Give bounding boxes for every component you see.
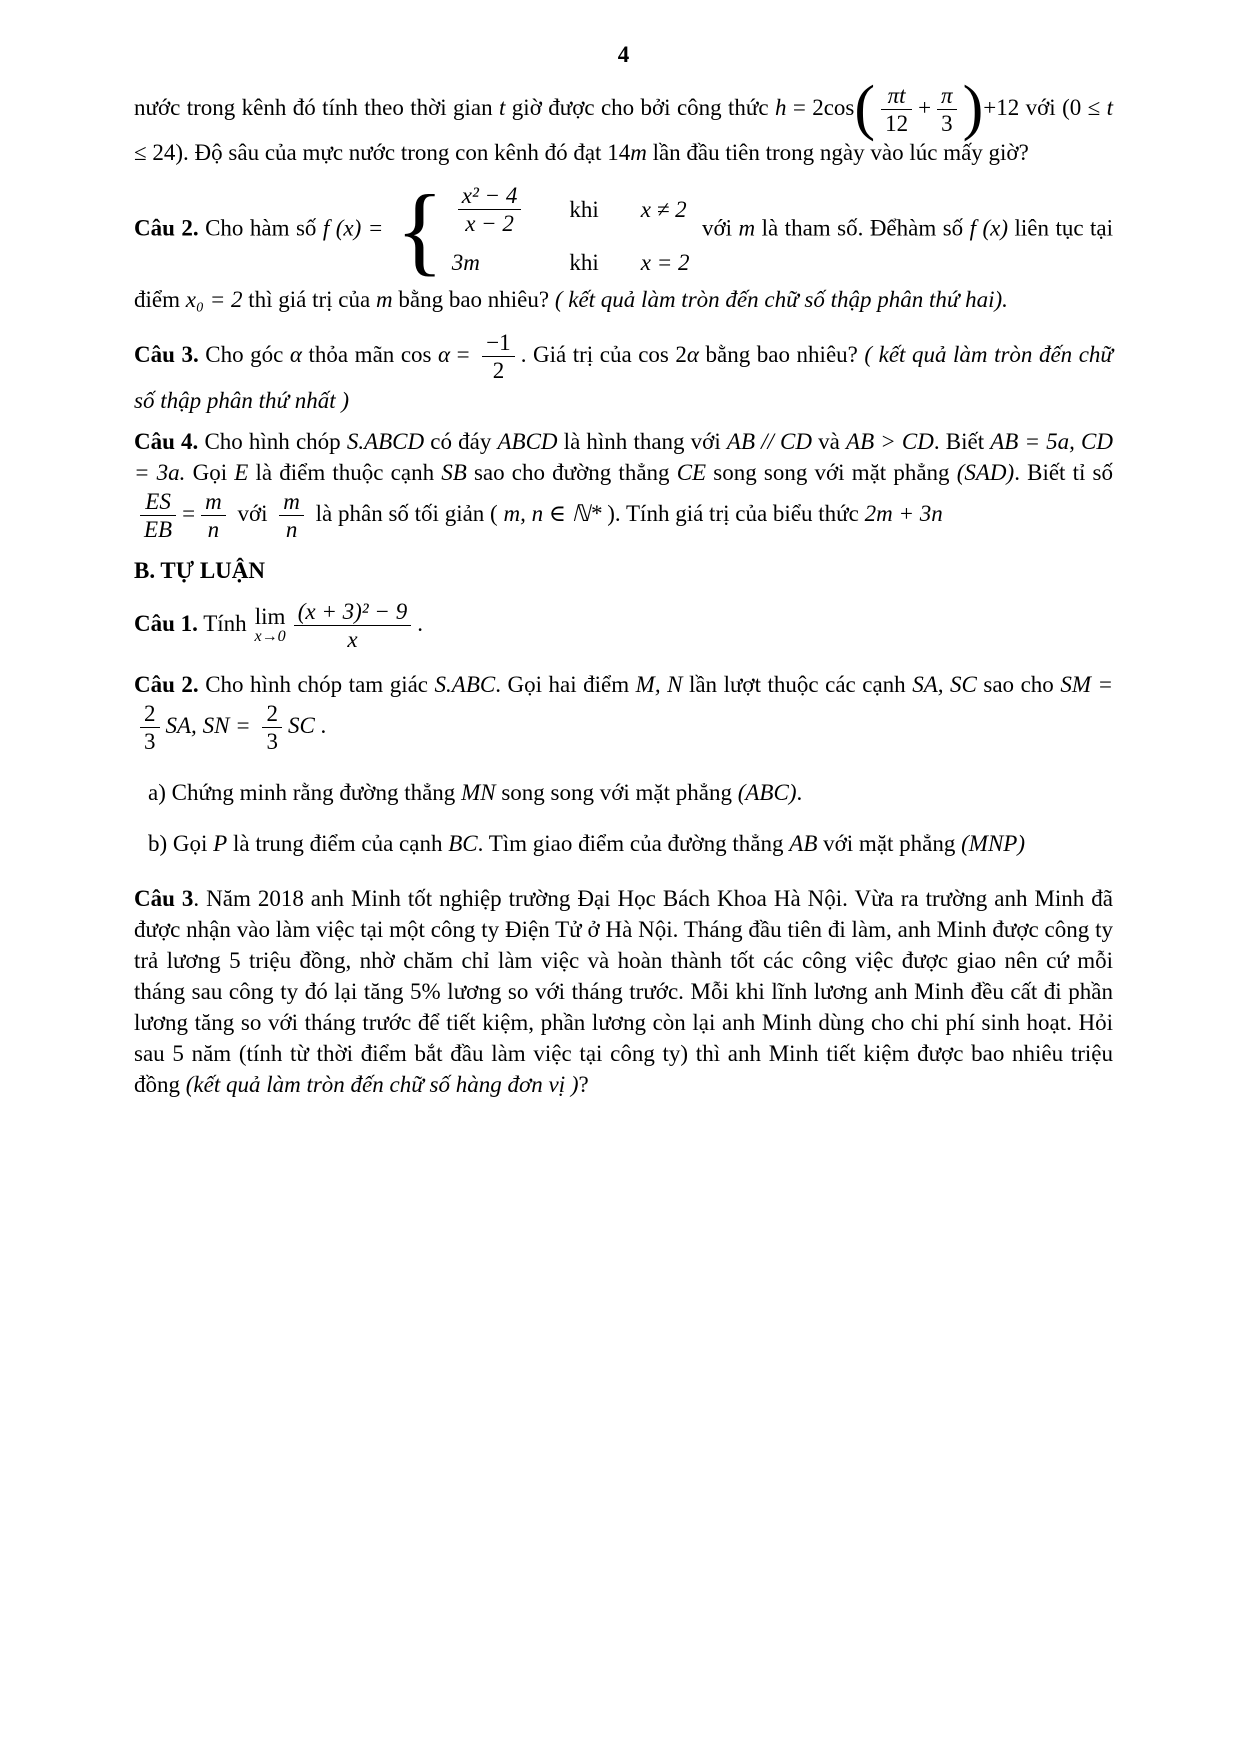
math-var: h — [774, 94, 787, 120]
math-condition: x = 2 — [640, 250, 690, 276]
fraction — [482, 329, 514, 384]
text-run: Cho hình chóp — [198, 428, 347, 454]
text-run: a) Chứng minh rằng đường thẳng — [148, 780, 462, 806]
math-var: x — [347, 626, 358, 652]
math-var: ES — [145, 488, 171, 514]
math-var: f (x) — [969, 215, 1009, 241]
math-var: f (x) = — [322, 215, 390, 241]
math-var: AB // CD — [726, 428, 813, 454]
denominator — [140, 516, 176, 543]
khi-label: khi — [569, 250, 599, 276]
rounding-note: (kết quả làm tròn đến chữ số hàng đơn vị ) — [185, 1072, 579, 1098]
math-var: EB — [144, 516, 173, 542]
numerator — [201, 488, 226, 516]
question-label: Câu 2. — [134, 215, 199, 241]
math-var: S.ABCD — [346, 428, 425, 454]
math-op: +12 — [983, 94, 1020, 120]
denominator: 12 — [885, 111, 909, 137]
text-run: là phân số tối giản ( — [309, 500, 504, 526]
text-run: . Gọi hai điểm — [495, 672, 636, 697]
math-var: AB = 5a, CD = 3a. — [134, 428, 1113, 485]
text-run: . Tìm giao điểm của đường thẳng — [477, 831, 790, 857]
math-var: α — [289, 342, 302, 368]
math-var: n — [207, 516, 220, 542]
math-var: α — [438, 342, 451, 368]
text-run: sao cho — [976, 672, 1061, 697]
fraction — [262, 700, 282, 755]
piecewise-function — [395, 174, 690, 286]
text-run: bằng bao nhiêu? — [698, 342, 865, 368]
fraction — [140, 700, 160, 755]
text-run: là trung điểm của cạnh — [227, 831, 449, 857]
text-run: với — [695, 215, 739, 241]
fraction — [201, 488, 226, 543]
fraction — [881, 82, 912, 137]
denominator: 2 — [492, 358, 505, 384]
question-b2-item-a — [134, 777, 1113, 808]
text-run: song song với mặt phẳng — [495, 780, 738, 806]
numerator — [881, 82, 912, 110]
text-run: lần đầu tiên trong ngày vào lúc mấy giờ? — [646, 140, 1029, 166]
math-var: x₀ = 2 — [185, 287, 243, 313]
math-var: t — [1106, 94, 1113, 120]
fraction — [294, 598, 411, 653]
numerator — [140, 488, 176, 516]
math-var: 3m — [451, 250, 480, 276]
numerator: 2 — [140, 700, 160, 728]
text-run: liên tục tại điểm — [134, 215, 1114, 313]
denominator — [458, 210, 522, 237]
text-run: . Năm 2018 anh Minh tốt nghiệp trường Đại Học Bách Khoa Hà Nội. Vừa ra trường anh Minh đã được nhận vào làm việc tại một công ty Điện Tử ở Hà Nội. Tháng đầu tiên đi làm, anh Minh được công ty trả lương 5 triệu đồng, nhờ chăm chỉ làm việc và hoàn thành tốt các công việc được giao nên cứ mỗi tháng sau công ty đó lại tăng 5% lương so với tháng trước. Mỗi khi lĩnh lương anh Minh đều cất đi phần lương tăng so với tháng trước để tiết kiệm, phần lương còn lại anh Minh dùng cho chi phí sinh hoạt. Hỏi sau 5 năm (tính từ thời điểm bắt đầu làm việc tại công ty) thì anh Minh tiết kiệm được bao nhiêu triệu đồng — [134, 886, 1113, 1098]
question-label: Câu 3. — [134, 342, 199, 368]
math-var: m — [630, 140, 647, 166]
text-run: có đáy — [424, 428, 498, 454]
formula-water-depth: h = 2cos( $\frac{\pi t}{12}$ + $\frac{\pi}{3}$ )+12 — [774, 73, 1020, 142]
math-var: SA, SC — [912, 672, 977, 697]
numerator — [937, 82, 957, 110]
math-var: m — [375, 287, 393, 313]
page-number: 4 — [617, 42, 630, 67]
khi-label: khi — [569, 197, 599, 223]
lim-subscript — [254, 629, 285, 646]
math-var: x − 2 — [465, 211, 514, 237]
math-op: = — [450, 342, 477, 368]
math-op: + — [918, 94, 932, 120]
math-var: M, N — [635, 672, 683, 697]
numerator — [279, 488, 304, 516]
text-run: với — [231, 500, 274, 526]
paragraph-water-depth — [134, 73, 1113, 168]
math-domain: ≤ 24) — [134, 140, 184, 166]
math-var: (ABC) — [737, 780, 797, 806]
text-run: Cho hình chóp tam giác — [198, 672, 435, 697]
math-var: CE — [676, 459, 707, 485]
text-run: thì giá trị của — [242, 287, 376, 313]
math-var: SB — [441, 459, 467, 485]
question-label: Câu 2. — [134, 672, 199, 697]
math-var: AB > CD — [846, 428, 934, 454]
math-var: (MNP) — [961, 831, 1025, 857]
text-run: bằng bao nhiêu? — [392, 287, 555, 313]
math-var: ABCD — [497, 428, 558, 454]
text-run: . Biết — [933, 428, 991, 454]
math-var: x→0 — [254, 628, 286, 645]
denominator: 3 — [266, 729, 278, 755]
math-var: SA, — [165, 712, 197, 738]
math-var: E — [234, 459, 249, 485]
text-run: lần lượt thuộc các cạnh — [682, 672, 913, 697]
math-var: AB — [789, 831, 818, 857]
math-var: MN — [461, 780, 496, 806]
text-run: giờ được cho bởi công thức — [505, 94, 775, 120]
text-run: . Giá trị của cos 2 — [520, 342, 687, 368]
text-run: . — [314, 712, 327, 738]
math-var: P — [213, 831, 228, 857]
denominator — [294, 626, 411, 653]
question-label: Câu 4. — [134, 428, 199, 454]
numerator — [294, 598, 411, 626]
text-run: nước trong kênh đó tính theo thời gian — [134, 94, 500, 120]
text-run: là tham số. Đểhàm số — [755, 215, 970, 241]
math-var: SN = — [196, 712, 257, 738]
math-var: x² − 4 — [461, 183, 518, 209]
math-var: π — [941, 83, 953, 108]
math-var: α — [686, 342, 699, 368]
question-a4 — [134, 426, 1113, 543]
lim-word: lim — [254, 603, 286, 629]
math-var: SM = — [1060, 672, 1114, 697]
text-run: ? — [578, 1072, 589, 1098]
math-var: 2m + 3n — [864, 500, 943, 526]
math-var: m — [738, 215, 756, 241]
math-var: BC — [448, 831, 478, 857]
question-b2 — [134, 669, 1113, 755]
text-run: . — [796, 780, 803, 806]
math-var: SC — [287, 712, 315, 738]
text-run: Gọi — [185, 459, 235, 485]
fraction — [279, 488, 304, 543]
rounding-note: ( kết quả làm tròn đến chữ số thập phân thứ nhất ) — [134, 342, 1113, 413]
text-run: với — [1019, 94, 1063, 120]
math-var: m — [283, 488, 300, 514]
math-var: t — [499, 94, 506, 120]
denominator: 3 — [941, 111, 953, 137]
question-a2 — [134, 176, 1113, 315]
denominator: 3 — [144, 729, 156, 755]
text-run: Cho góc — [198, 342, 290, 368]
question-b1 — [134, 598, 1113, 653]
question-label: Câu 1. — [134, 610, 198, 636]
fraction — [937, 82, 957, 137]
question-a3 — [134, 329, 1113, 415]
text-run: sao cho đường thẳng — [466, 459, 677, 485]
text-run: b) Gọi — [148, 831, 214, 857]
section-b-heading: B. TỰ LUẬN — [134, 557, 265, 583]
question-label: Câu 3 — [134, 886, 194, 912]
rounding-note: ( kết quả làm tròn đến chữ số thập phân thứ hai). — [554, 287, 1008, 313]
numerator: 2 — [262, 700, 282, 728]
text-run: là hình thang với — [557, 428, 727, 454]
math-domain: (0 ≤ — [1062, 94, 1107, 120]
text-run: là điểm thuộc cạnh — [248, 459, 442, 485]
text-run: Cho hàm số — [198, 215, 323, 241]
math-var: (x + 3)² − 9 — [297, 598, 408, 624]
math-var: m — [205, 488, 222, 514]
piecewise-rows — [452, 182, 690, 278]
text-run: . Độ sâu của mực nước trong con kênh đó đạt 14 — [183, 140, 631, 166]
math-var: S.ABC — [434, 672, 496, 697]
math-op: = — [182, 500, 196, 526]
text-run: . Biết tỉ số — [1014, 459, 1113, 485]
math-var: (SAD) — [956, 459, 1015, 485]
limit-notation — [254, 605, 285, 646]
math-op: = 2cos — [786, 94, 855, 120]
text-run: song song với mặt phẳng — [706, 459, 957, 485]
left-brace: { — [395, 174, 444, 286]
question-b3 — [134, 883, 1113, 1100]
denominator — [201, 516, 226, 543]
math-var: m, n ∈ ℕ* — [503, 500, 602, 526]
text-run: và — [812, 428, 847, 454]
text-run: . — [417, 610, 423, 636]
text-run: ). Tính giá trị của biểu thức — [601, 500, 865, 526]
question-b2-item-b — [134, 828, 1113, 859]
fraction — [458, 182, 522, 237]
math-var: n — [285, 516, 298, 542]
numerator — [458, 182, 522, 210]
fraction — [140, 488, 176, 543]
denominator — [279, 516, 304, 543]
numerator: −1 — [482, 329, 514, 357]
math-var: πt — [887, 83, 906, 108]
text-run: Tính — [197, 610, 253, 636]
text-run: thỏa mãn cos — [301, 342, 439, 368]
math-condition: x ≠ 2 — [640, 197, 687, 223]
text-run: với mặt phẳng — [817, 831, 962, 857]
